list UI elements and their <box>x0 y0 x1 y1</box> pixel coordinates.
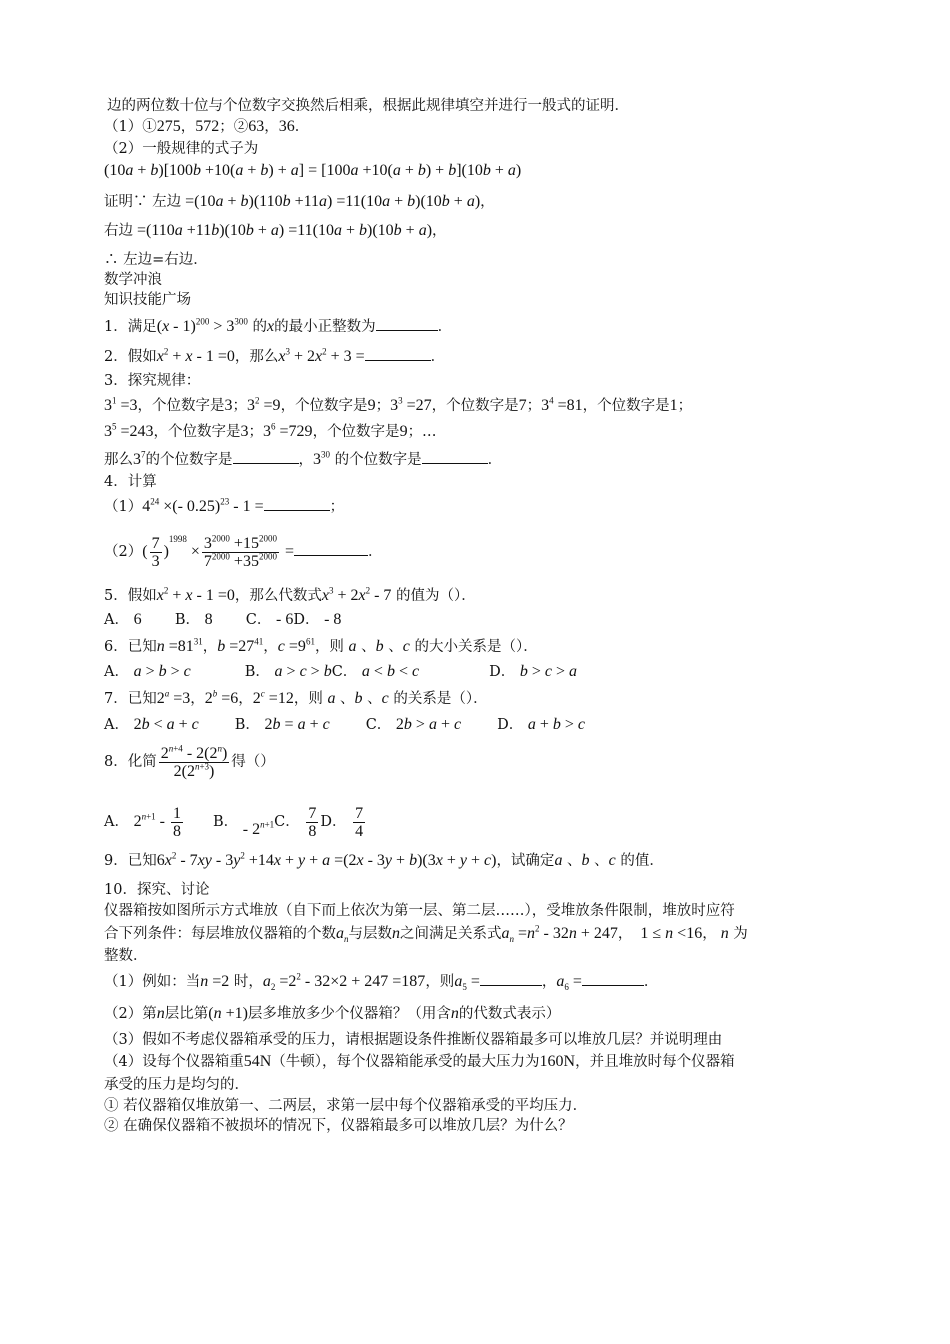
q10-2-c: 层多堆放多少个仪器箱？（用含 <box>247 1006 451 1022</box>
question-6-options: A． a > b > c B． a > c > bC． a < b < c D． b > c > a <box>104 663 578 680</box>
answer-blank[interactable] <box>376 316 438 331</box>
q3-then3: 的个位数字是 <box>334 452 422 468</box>
option-b-value: 8 <box>204 611 213 628</box>
question-6: 6．已知$n =81^{31}$，$b =27^{41}$，$c =9^{61}$，则 a 、b 、c 的大小关系是（）． <box>104 636 538 655</box>
question-3-row-1: $3^1 =3$，个位数字是3；$3^2 =9$，个位数字是9；$3^3 =27$，个位数字是7；$3^4 =81$，个位数字是1； <box>104 395 693 414</box>
option-d-value: - 8 <box>324 611 342 628</box>
question-4-2: （2）( $\frac{7}{3}$ )$^{1998}$ × $\frac{3^{2000} +15^{2000}}{7^{2000} +35^{2000}}$ = ． <box>104 533 383 570</box>
question-10-1: （1）例如：当n =2 时，$a_2 =2^2 - 32\times 2 + 247 =187$，则$a_5$ = ，$a_6$ = ． <box>104 971 659 993</box>
q3-then: 那么 <box>104 452 133 468</box>
question-10-4-cont: 承受的压力是均匀的． <box>104 1077 249 1093</box>
q10-p2-b: 与层数 <box>348 926 392 942</box>
q8-text-b: 得（） <box>231 754 275 770</box>
answer-1-b: 572 <box>195 118 220 135</box>
question-7-options: A． 2b < a + c B． 2b = a + c C． 2b > a + c D． a + b > c <box>104 716 586 733</box>
units-label: 个位数字是 <box>152 398 225 414</box>
answer-1-d: 36 <box>278 118 295 135</box>
option-a-value: 6 <box>133 611 142 628</box>
question-4: 4．计算 <box>104 474 157 490</box>
question-10-2: （2）第n层比第(n +1)层多堆放多少个仪器箱？（用含n的代数式表示） <box>104 1005 561 1022</box>
q10-p2-a: 合下列条件：每层堆放仪器箱的个数 <box>104 926 336 942</box>
conclusion: ∴ 左边=右边． <box>104 252 208 268</box>
option-c-label: C． <box>245 612 272 628</box>
answer-1-c: 63 <box>248 118 265 135</box>
question-10-para-3: 整数． <box>104 948 148 964</box>
section-title-1: 数学冲浪 <box>104 272 162 288</box>
units-label: 个位数字是 <box>168 424 241 440</box>
option-a-label: A． <box>104 612 129 628</box>
q2-text-a: 2．假如 <box>104 349 157 365</box>
answer-1: （1）①275，572；②63，36． <box>104 118 310 135</box>
question-10-para-1: 仪器箱按如图所示方式堆放（自下而上依次为第一层、第二层……），受堆放条件限制，堆放时应符 <box>104 903 735 919</box>
q2-text-b: ，那么 <box>234 349 279 365</box>
answer-blank[interactable] <box>294 541 368 556</box>
q10-4-a: （4）设每个仪器箱重 <box>104 1054 244 1070</box>
q10-p2-c: 之间满足关系式 <box>400 926 502 942</box>
q5-text-b: ，那么代数式 <box>234 588 322 604</box>
question-5: 5．假如$x^2 + x - 1 =0$，那么代数式$x^3 + 2x^2 - 7$ 的值为（）． <box>104 585 476 604</box>
q5-text-a: 5．假如 <box>104 588 157 604</box>
question-2: 2．假如$x^2 + x - 1 =0$，那么$x^3 + 2x^2 + 3$ = ． <box>104 346 446 365</box>
q10-1-b: 时， <box>233 974 263 990</box>
option-c-value: - 6 <box>276 611 294 628</box>
q3-then2: 的个位数字是 <box>145 452 233 468</box>
question-9: 9．已知$6x^2 - 7xy - 3y^2 +14x + y + a =(2x - 3y + b)(3x + y + c)$，试确定a 、b 、c 的值． <box>104 850 664 869</box>
q10-1-c: ，则 <box>425 974 455 990</box>
q10-2-d: 的代数式表示） <box>458 1006 561 1022</box>
answer-blank[interactable] <box>422 449 488 464</box>
question-1: 1．满足$(x - 1)^{200} > 3^{300}$ 的x的最小正整数为 ． <box>104 316 453 335</box>
proof-right: 右边 =(110a +11b)(10b + a) =11(10a + b)(10b + a)， <box>104 222 447 239</box>
question-10-4: （4）设每个仪器箱重54N（牛顿），每个仪器箱能承受的最大压力为160N，并且堆放时每个仪器箱 <box>104 1053 735 1070</box>
answer-blank[interactable] <box>480 971 542 986</box>
q6-text-b: 的大小关系是（）． <box>414 639 538 655</box>
intro-line: 边的两位数十位与个位数字交换然后相乘，根据此规律填空并进行一般式的证明． <box>107 98 629 114</box>
q9-text-b: ，试确定 <box>496 853 555 869</box>
q9-text-a: 9．已知 <box>104 853 157 869</box>
q4-1-label: （1） <box>104 499 143 515</box>
right-label: 右边 <box>104 223 133 239</box>
units-label: 个位数字是 <box>327 424 400 440</box>
q9-text-c: 的值． <box>620 853 664 869</box>
q1-text-a: 1．满足 <box>104 319 157 335</box>
q7-text-a: 7．已知 <box>104 691 157 707</box>
q6-text-a: 6．已知 <box>104 639 157 655</box>
q10-1-a: （1）例如：当 <box>104 974 201 990</box>
answer-1-label: （1）① <box>104 119 157 135</box>
answer-2-label: （2）一般规律的式子为 <box>104 141 259 157</box>
q8-text-a: 8．化简 <box>104 754 157 770</box>
question-5-options <box>104 610 341 630</box>
q5-text-c: 的值为（）． <box>396 588 476 604</box>
question-10-para-2: 合下列条件：每层堆放仪器箱的个数$a_n$与层数n之间满足关系式$a_n =n^2 - 32n + 247$， 1 ≤ n <16， n 为 <box>104 923 748 945</box>
question-10-sub-2: ② 在确保仪器箱不被损坏的情况下，仪器箱最多可以堆放几层？为什么？ <box>104 1118 573 1134</box>
question-10: 10．探究、讨论 <box>104 882 210 898</box>
units-label: 个位数字是 <box>295 398 368 414</box>
answer-blank[interactable] <box>264 496 330 511</box>
units-label: 个位数字是 <box>446 398 519 414</box>
answer-blank[interactable] <box>365 346 431 361</box>
question-8: 8．化简 $\frac{2^{n+4} - 2(2^n)}{2(2^{n+3})}$ 得（） <box>104 743 275 780</box>
answer-blank[interactable] <box>582 971 644 986</box>
question-10-3: （3）假如不考虑仪器箱承受的压力，请根据题设条件推断仪器箱最多可以堆放几层？并说明理由 <box>104 1032 723 1048</box>
q10-4-b: （牛顿），每个仪器箱能承受的最大压力为 <box>271 1054 540 1070</box>
q1-text-b: 的 <box>252 319 267 335</box>
answer-blank[interactable] <box>233 449 299 464</box>
q4-2-label: （2） <box>104 544 143 560</box>
proof-left: 证明∵ 左边 =(10a + b)(110b +11a) =11(10a + b)(10b + a)， <box>104 193 495 210</box>
answer-1-a: 275 <box>156 118 181 135</box>
units-label: 个位数字是 <box>597 398 670 414</box>
q10-4-c: ，并且堆放时每个仪器箱 <box>575 1054 735 1070</box>
question-4-1: $(1)4^{24}$ ×(- 0.25)$^{23}$ - 1 = ； <box>104 496 345 515</box>
question-8-options: A． $2^{n+1}$ - $\frac{1}{8}$ B． - $2^{n+1}C$． $\frac{7}{8}$ D． $\frac{7}{4}$ <box>104 804 364 840</box>
question-3: 3．探究规律： <box>104 373 201 389</box>
option-b-label: B． <box>174 612 200 628</box>
general-formula: (10a + b)[100b +10(a + b) + a] = [100a +10(a + b) + b](10b + a) <box>104 162 522 179</box>
q1-text-c: 的最小正整数为 <box>274 319 376 335</box>
option-d-label: D． <box>293 612 320 628</box>
proof-label: 证明∵ 左边 <box>104 194 182 210</box>
section-title-2: 知识技能广场 <box>104 292 191 308</box>
q10-2-a: （2）第 <box>104 1006 157 1022</box>
q7-text-b: 的关系是（）． <box>393 691 488 707</box>
question-3-row-2: $3^5 =243$，个位数字是3；$3^6 =729$，个位数字是9；… <box>104 421 437 440</box>
question-10-sub-1: ① 若仪器箱仅堆放第一、二两层，求第一层中每个仪器箱承受的平均压力． <box>104 1098 588 1114</box>
q10-2-b: 层比第 <box>164 1006 209 1022</box>
question-7: 7．已知$2^a =3$，$2^b =6$，$2^c =12$，则 a 、b 、c 的关系是（）． <box>104 688 488 707</box>
question-3-row-3: 那么$3^7$的个位数字是 ，$3^{30}$ 的个位数字是 ． <box>104 449 503 468</box>
